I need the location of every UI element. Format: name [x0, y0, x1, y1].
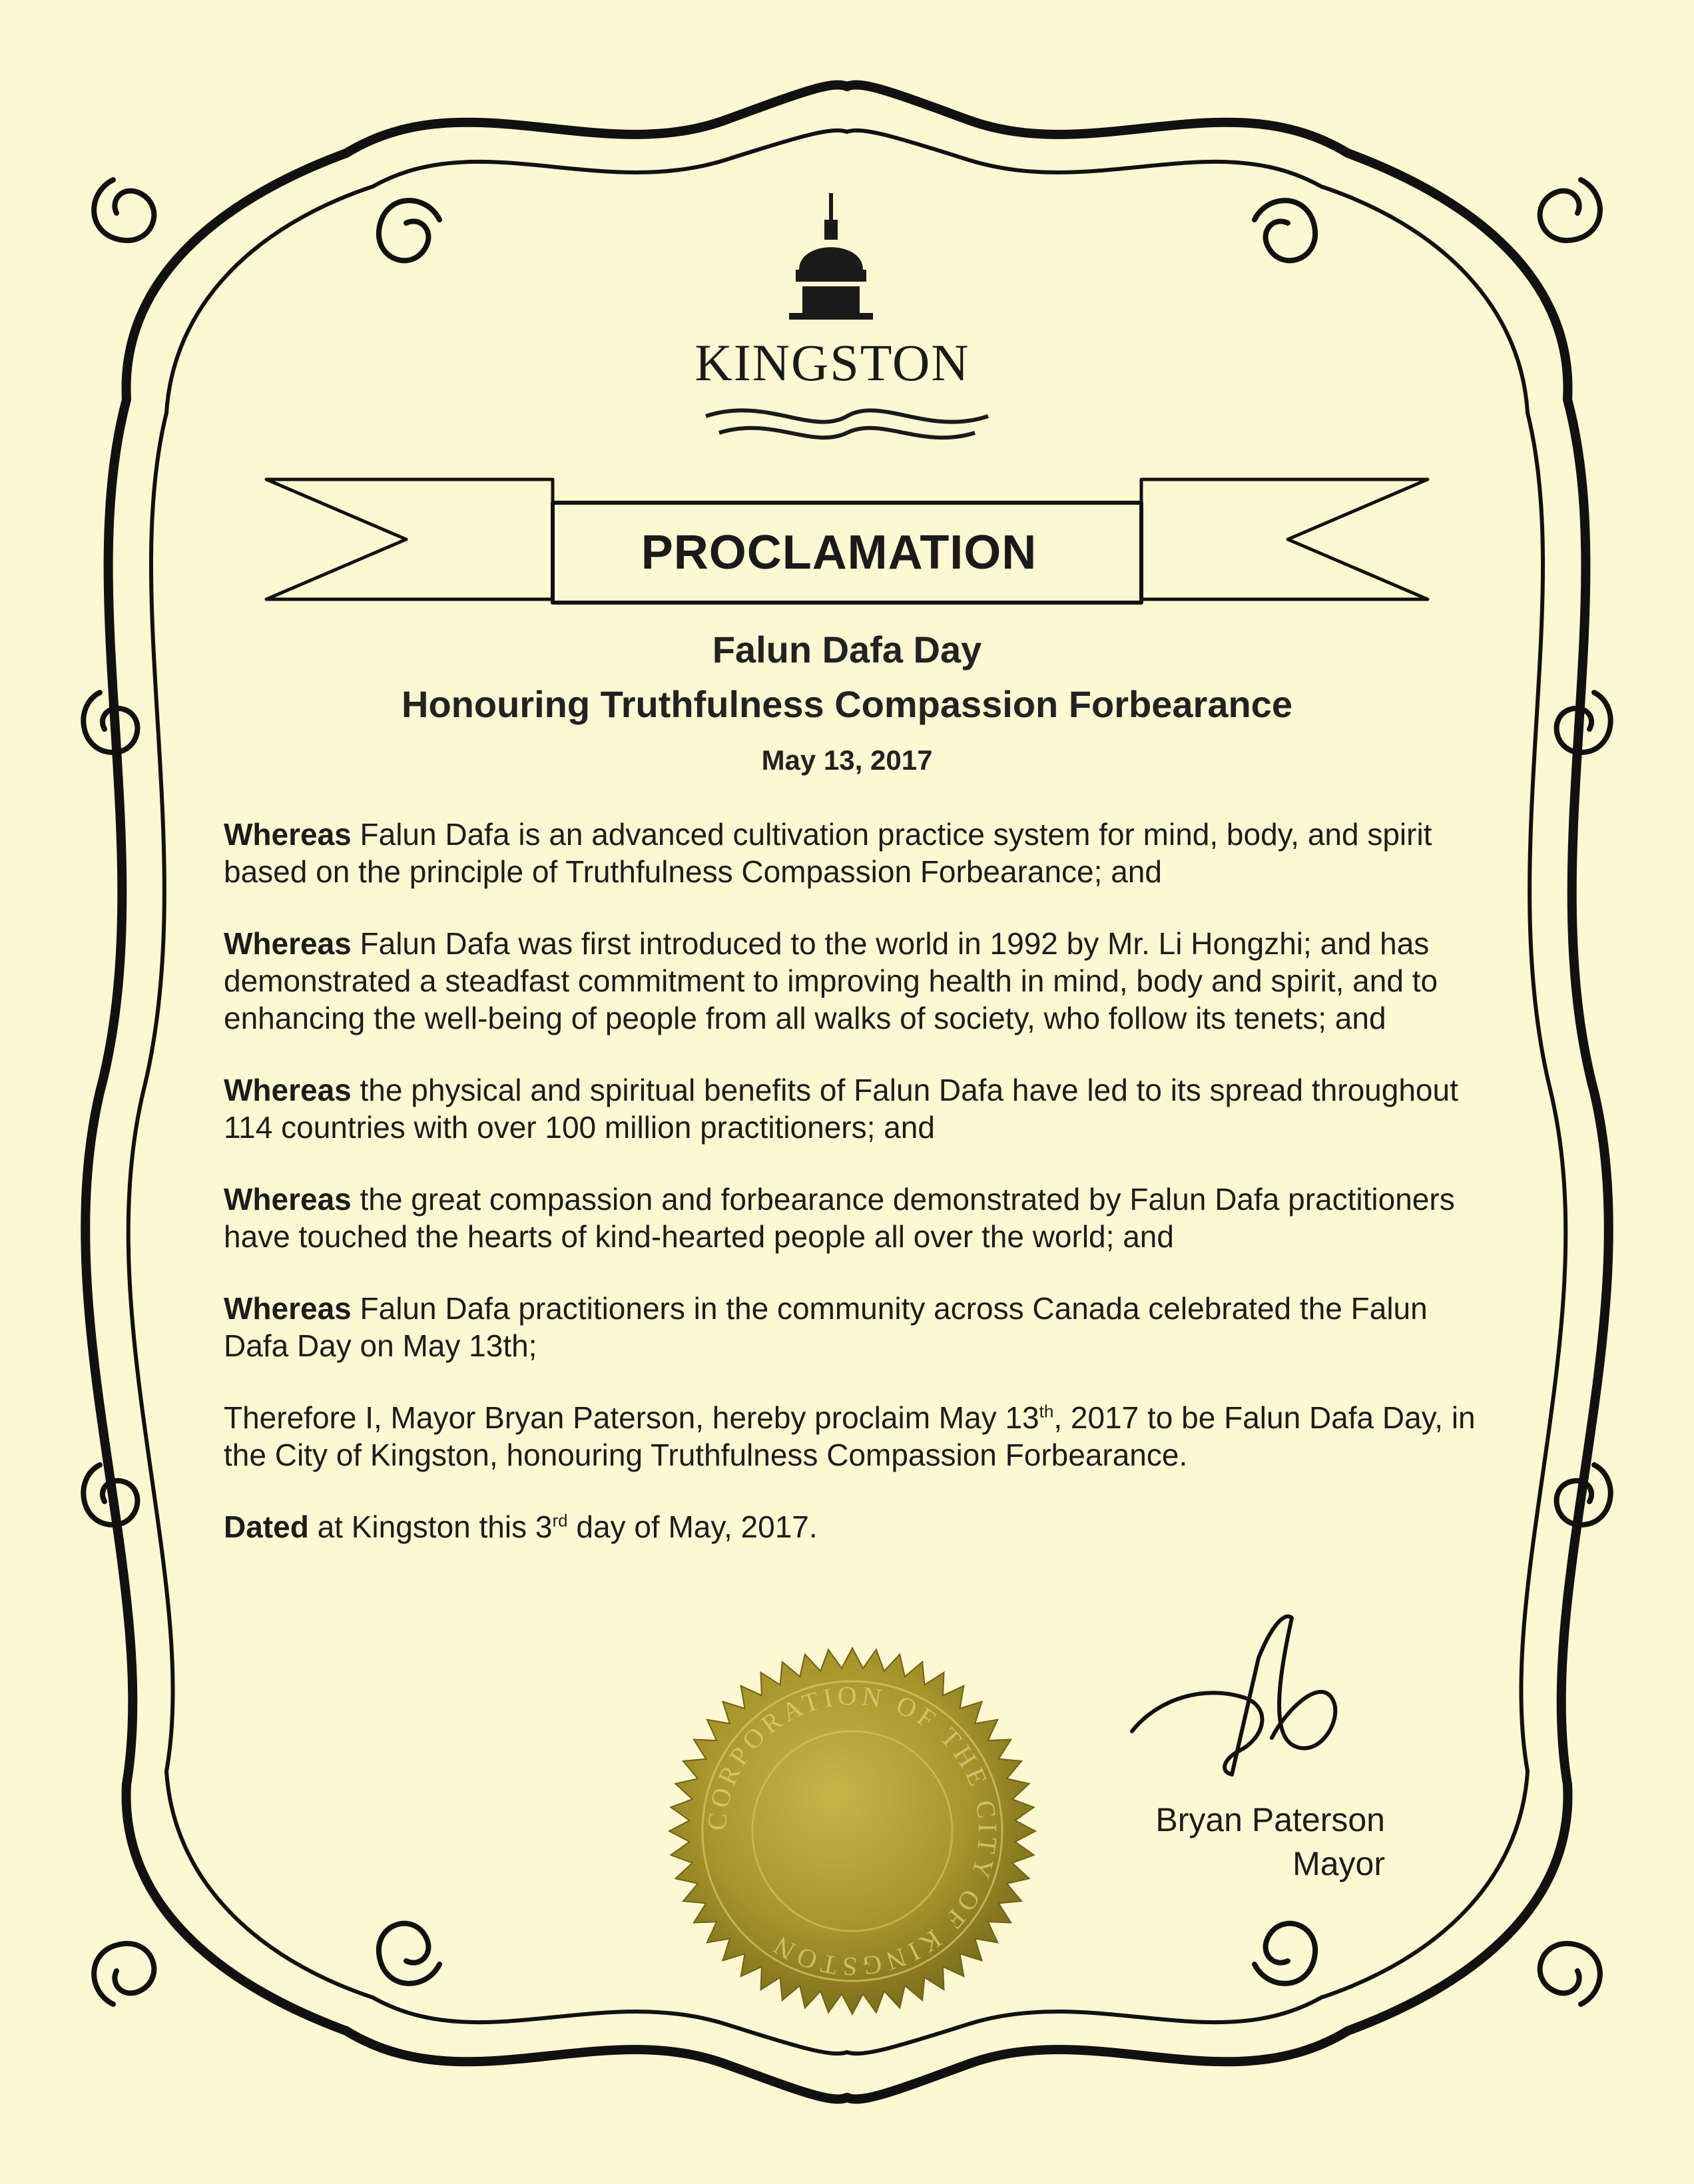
proclamation-date: May 13, 2017	[761, 744, 933, 776]
signatory-title: Mayor	[1292, 1845, 1385, 1882]
whereas-paragraph: Whereas Falun Dafa was first introduced to the world in 1992 by Mr. Li Hongzhi; and has demonstrated a steadfast commitment to improving health in mind, body and spirit, and to enhancing the well-being of people from all walks of society, who follow its tenets; and	[224, 926, 1438, 1035]
heading-line-2: Honouring Truthfulness Compassion Forbearance	[402, 683, 1292, 725]
signatory-name: Bryan Paterson	[1155, 1801, 1385, 1838]
heading-line-1: Falun Dafa Day	[712, 629, 982, 671]
dated-paragraph: Dated at Kingston this 3rd day of May, 2017.	[224, 1509, 818, 1544]
therefore-paragraph: Therefore I, Mayor Bryan Paterson, hereby proclaim May 13th, 2017 to be Falun Dafa Day, in the City of Kingston, honouring Truthfulness Compassion Forbearance.	[224, 1400, 1476, 1472]
kingston-wordmark: KINGSTON	[695, 334, 970, 392]
gold-seal-icon	[666, 1645, 1039, 2018]
banner-title: PROCLAMATION	[641, 526, 1037, 579]
city-hall-dome-icon	[789, 193, 873, 320]
whereas-paragraph: Whereas the physical and spiritual benefits of Falun Dafa have led to its spread throughout 114 countries with over 100 million practitioners; and	[224, 1073, 1458, 1145]
heading-block	[200, 623, 1494, 732]
whereas-paragraph: Whereas Falun Dafa is an advanced cultivation practice system for mind, body, and spirit based on the principle of Truthfulness Compassion Forbearance; and	[224, 817, 1432, 889]
proclamation-body	[224, 816, 1489, 1580]
whereas-paragraph: Whereas the great compassion and forbearance demonstrated by Falun Dafa practitioners have touched the hearts of kind-hearted people all over the world; and	[224, 1182, 1455, 1254]
mayor-signature	[1119, 1598, 1358, 1798]
signatory-block	[1039, 1798, 1385, 1886]
whereas-paragraph: Whereas Falun Dafa practitioners in the community across Canada celebrated the Falun Dafa Day on May 13th;	[224, 1291, 1428, 1363]
seal-text: CORPORATION OF THE CITY OF KINGSTON	[701, 1680, 1003, 1982]
